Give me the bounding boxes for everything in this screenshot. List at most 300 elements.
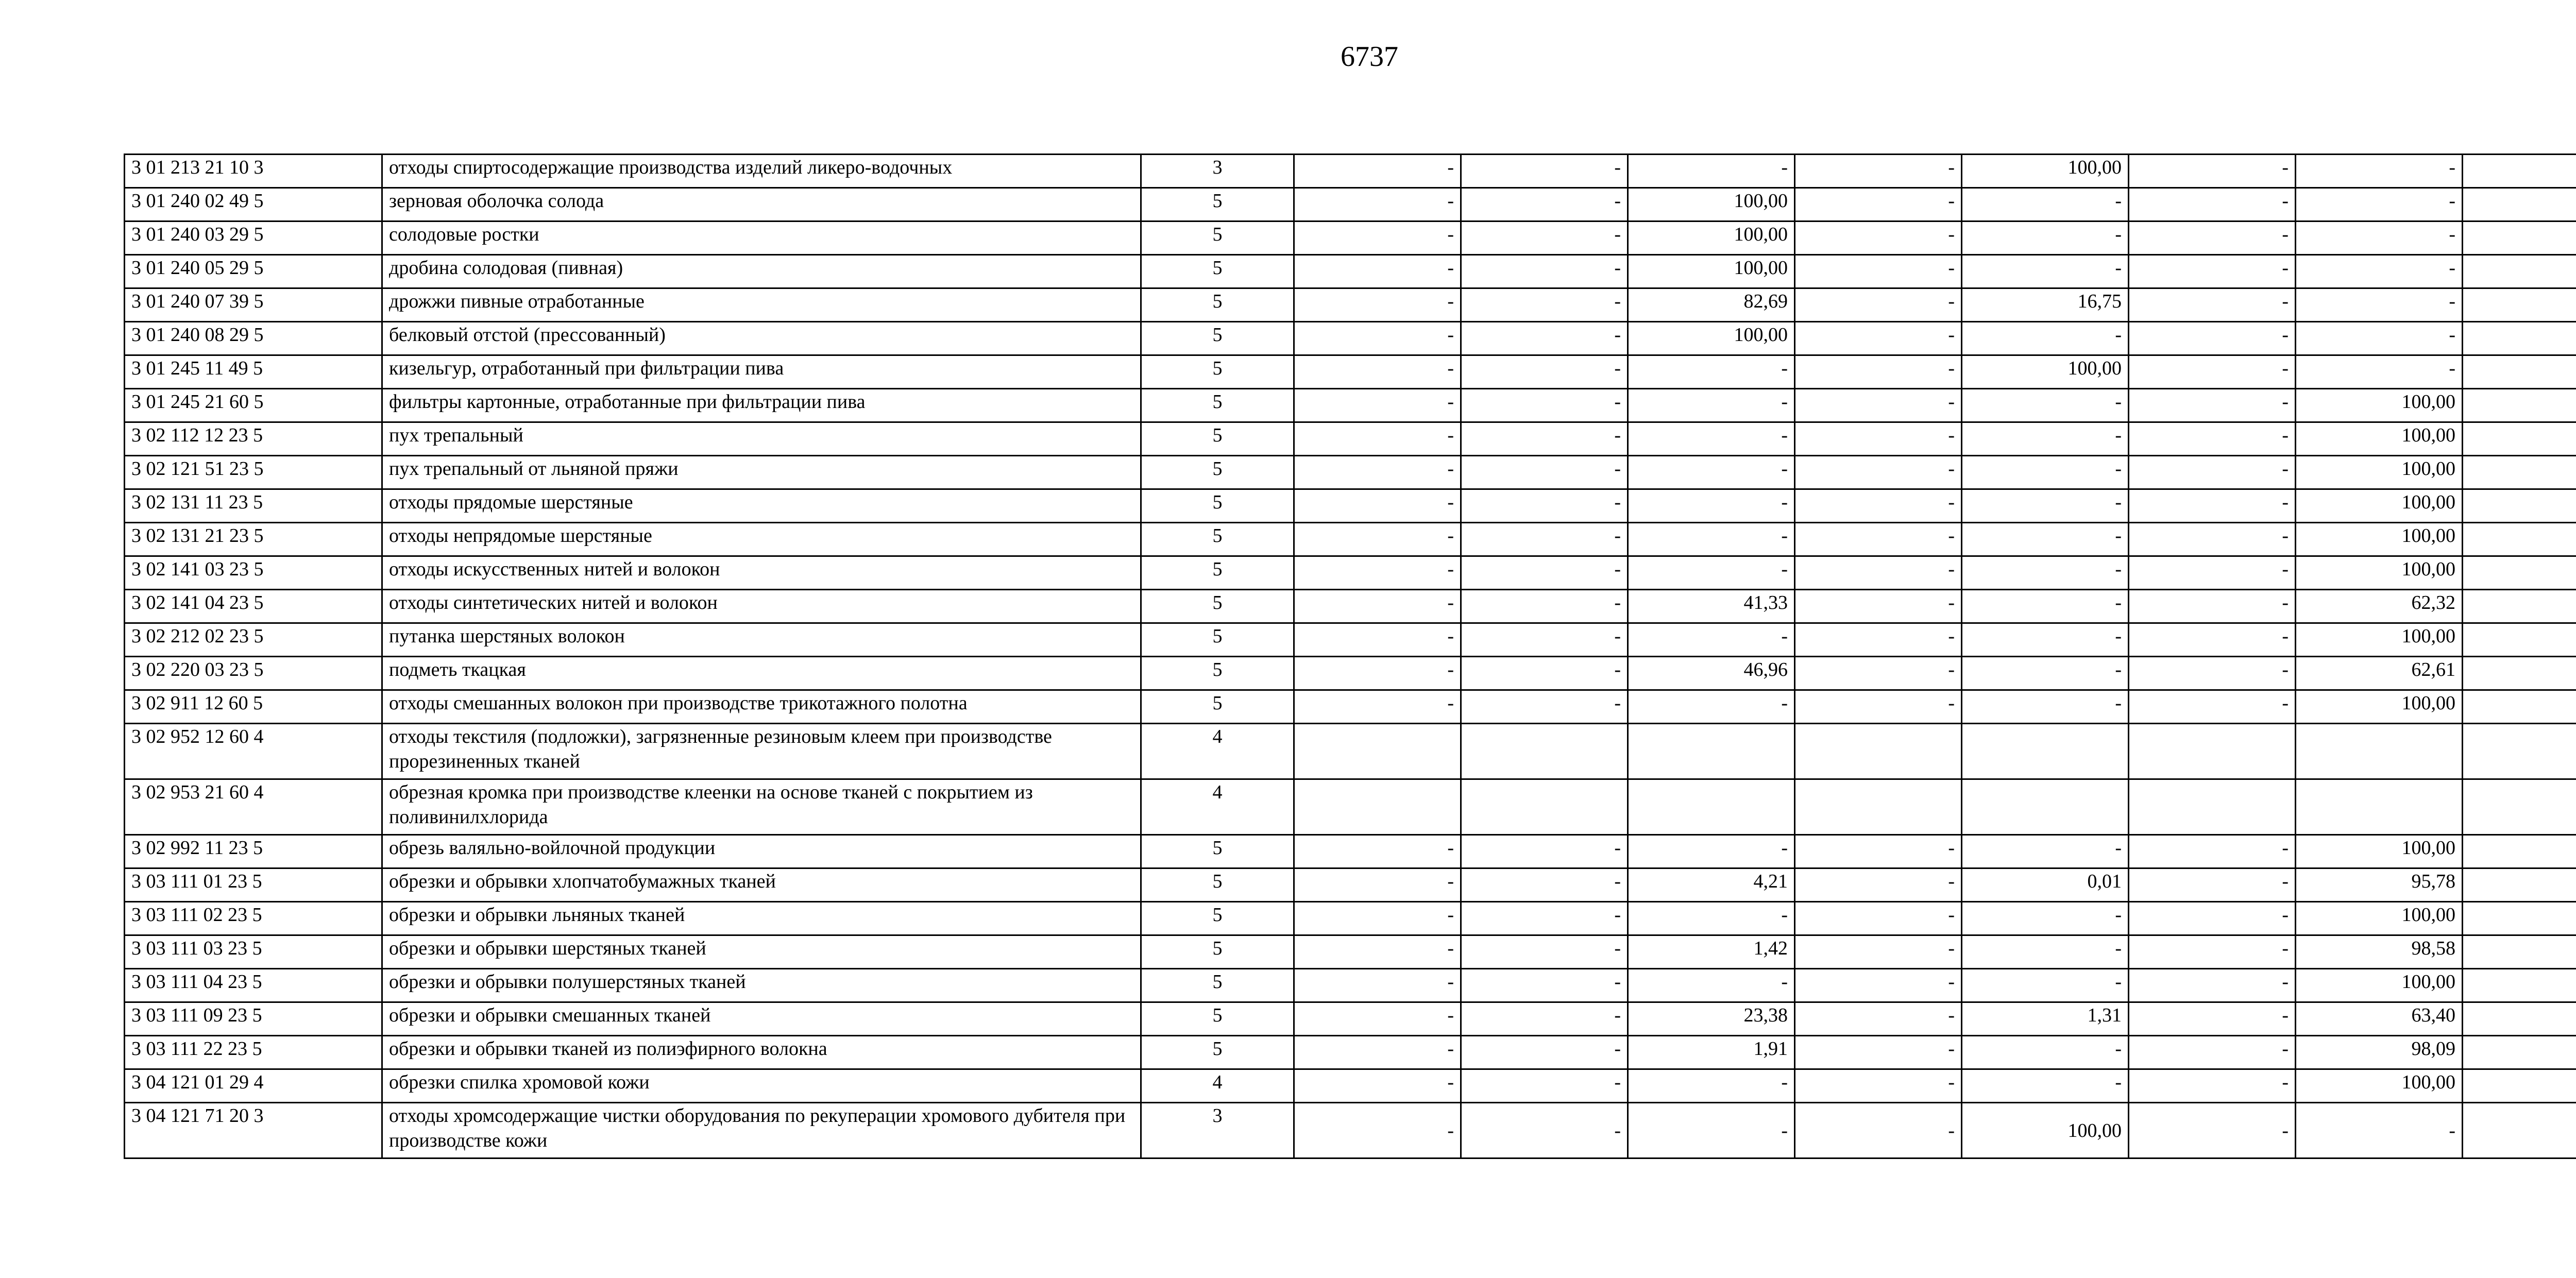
value-cell <box>1461 724 1628 779</box>
value-cell: 4,21 <box>1628 868 1795 902</box>
table-row <box>125 255 2576 288</box>
value-cell: - <box>2129 489 2296 523</box>
waste-code-cell: 3 02 220 03 23 5 <box>125 657 382 690</box>
value-cell: - <box>1461 969 1628 1002</box>
hazard-class-cell: 5 <box>1141 456 1294 489</box>
value-cell: - <box>2296 155 2463 188</box>
value-cell <box>2463 155 2576 188</box>
value-cell: - <box>1628 422 1795 456</box>
page-number: 6737 <box>1341 41 1398 73</box>
value-cell: - <box>1628 523 1795 556</box>
value-cell: - <box>1795 255 1962 288</box>
waste-name-cell: пух трепальный от льняной пряжи <box>382 456 1141 489</box>
value-cell: - <box>1795 523 1962 556</box>
value-cell: 41,33 <box>1628 590 1795 623</box>
value-cell: 100,00 <box>2296 456 2463 489</box>
value-cell: 100,00 <box>1962 355 2129 389</box>
value-cell: 63,40 <box>2296 1002 2463 1036</box>
value-cell: 100,00 <box>1628 255 1795 288</box>
hazard-class-cell: 5 <box>1141 935 1294 969</box>
value-cell: - <box>1461 1002 1628 1036</box>
value-cell: 62,32 <box>2296 590 2463 623</box>
value-cell <box>2463 835 2576 868</box>
value-cell: - <box>1294 1069 1461 1103</box>
waste-code-cell: 3 02 212 02 23 5 <box>125 623 382 657</box>
value-cell <box>1962 724 2129 779</box>
value-cell <box>2463 868 2576 902</box>
hazard-class-cell: 5 <box>1141 422 1294 456</box>
value-cell <box>1628 779 1795 835</box>
hazard-class-cell: 3 <box>1141 1103 1294 1158</box>
waste-name-cell: подметь ткацкая <box>382 657 1141 690</box>
waste-name-cell: обрезки и обрывки шерстяных тканей <box>382 935 1141 969</box>
value-cell: - <box>1461 355 1628 389</box>
value-cell: 100,00 <box>2296 623 2463 657</box>
table-row <box>125 188 2576 221</box>
value-cell: - <box>1628 623 1795 657</box>
value-cell <box>2463 902 2576 935</box>
value-cell: - <box>2129 902 2296 935</box>
hazard-class-cell: 5 <box>1141 523 1294 556</box>
value-cell <box>2463 389 2576 422</box>
value-cell: - <box>2129 868 2296 902</box>
value-cell: - <box>1294 456 1461 489</box>
hazard-class-cell: 4 <box>1141 779 1294 835</box>
table-row <box>125 902 2576 935</box>
value-cell: - <box>1294 389 1461 422</box>
value-cell <box>2463 724 2576 779</box>
value-cell: - <box>2296 288 2463 322</box>
value-cell: - <box>1962 835 2129 868</box>
table-row <box>125 1069 2576 1103</box>
value-cell <box>2463 255 2576 288</box>
waste-code-cell: 3 03 111 22 23 5 <box>125 1036 382 1069</box>
table-body <box>125 155 2576 1158</box>
value-cell: - <box>2129 835 2296 868</box>
value-cell <box>2463 657 2576 690</box>
value-cell: - <box>1294 355 1461 389</box>
value-cell: - <box>1628 556 1795 590</box>
value-cell: - <box>1962 188 2129 221</box>
waste-code-cell: 3 02 121 51 23 5 <box>125 456 382 489</box>
table-row <box>125 1103 2576 1158</box>
value-cell: 100,00 <box>2296 969 2463 1002</box>
value-cell: - <box>1795 456 1962 489</box>
value-cell: - <box>1795 1069 1962 1103</box>
value-cell: - <box>1795 902 1962 935</box>
value-cell: - <box>1294 1002 1461 1036</box>
value-cell: - <box>1962 556 2129 590</box>
value-cell: - <box>1962 657 2129 690</box>
waste-code-cell: 3 02 141 03 23 5 <box>125 556 382 590</box>
value-cell: - <box>2129 456 2296 489</box>
value-cell: - <box>1294 969 1461 1002</box>
value-cell <box>1962 779 2129 835</box>
value-cell <box>2129 724 2296 779</box>
value-cell: - <box>1795 556 1962 590</box>
value-cell: - <box>2129 657 2296 690</box>
value-cell: - <box>2296 322 2463 355</box>
value-cell <box>2463 556 2576 590</box>
value-cell: - <box>1294 221 1461 255</box>
value-cell <box>2463 1103 2576 1158</box>
value-cell: 62,61 <box>2296 657 2463 690</box>
waste-table <box>124 154 2576 1159</box>
value-cell: - <box>1461 1069 1628 1103</box>
table-row <box>125 422 2576 456</box>
value-cell: - <box>1962 523 2129 556</box>
value-cell: - <box>1461 322 1628 355</box>
value-cell: - <box>1461 935 1628 969</box>
value-cell: - <box>1628 690 1795 724</box>
hazard-class-cell: 5 <box>1141 590 1294 623</box>
waste-name-cell: обрезь валяльно-войлочной продукции <box>382 835 1141 868</box>
value-cell: - <box>1962 935 2129 969</box>
value-cell <box>2296 779 2463 835</box>
value-cell: - <box>1461 288 1628 322</box>
value-cell: - <box>2129 288 2296 322</box>
table-row <box>125 969 2576 1002</box>
value-cell: - <box>1795 355 1962 389</box>
value-cell: - <box>1962 221 2129 255</box>
value-cell: - <box>1962 255 2129 288</box>
value-cell: - <box>1795 389 1962 422</box>
value-cell: - <box>1294 322 1461 355</box>
value-cell: - <box>1795 489 1962 523</box>
value-cell: - <box>1628 155 1795 188</box>
waste-name-cell: отходы синтетических нитей и волокон <box>382 590 1141 623</box>
waste-name-cell: белковый отстой (прессованный) <box>382 322 1141 355</box>
value-cell: - <box>2296 1103 2463 1158</box>
waste-code-cell: 3 01 240 02 49 5 <box>125 188 382 221</box>
value-cell <box>2463 1069 2576 1103</box>
value-cell <box>2463 935 2576 969</box>
value-cell: - <box>2129 523 2296 556</box>
hazard-class-cell: 5 <box>1141 1036 1294 1069</box>
value-cell: 100,00 <box>2296 690 2463 724</box>
value-cell: - <box>1628 969 1795 1002</box>
value-cell <box>2463 188 2576 221</box>
value-cell: - <box>1795 969 1962 1002</box>
table-row <box>125 623 2576 657</box>
value-cell <box>1795 779 1962 835</box>
value-cell: - <box>2129 590 2296 623</box>
value-cell: - <box>2129 556 2296 590</box>
table-row <box>125 690 2576 724</box>
hazard-class-cell: 5 <box>1141 188 1294 221</box>
value-cell <box>1294 779 1461 835</box>
table-row <box>125 590 2576 623</box>
waste-code-cell: 3 03 111 01 23 5 <box>125 868 382 902</box>
value-cell <box>2463 1036 2576 1069</box>
waste-code-cell: 3 02 141 04 23 5 <box>125 590 382 623</box>
waste-code-cell: 3 02 953 21 60 4 <box>125 779 382 835</box>
table-row <box>125 221 2576 255</box>
value-cell: - <box>1628 489 1795 523</box>
hazard-class-cell: 4 <box>1141 1069 1294 1103</box>
value-cell <box>2463 322 2576 355</box>
value-cell: - <box>1628 1069 1795 1103</box>
waste-name-cell: обрезки и обрывки полушерстяных тканей <box>382 969 1141 1002</box>
waste-name-cell: фильтры картонные, отработанные при фильтрации пива <box>382 389 1141 422</box>
waste-code-cell: 3 03 111 03 23 5 <box>125 935 382 969</box>
value-cell: 100,00 <box>2296 556 2463 590</box>
value-cell <box>1461 779 1628 835</box>
table-row <box>125 322 2576 355</box>
value-cell <box>2463 1002 2576 1036</box>
waste-code-cell: 3 02 131 11 23 5 <box>125 489 382 523</box>
waste-code-cell: 3 01 240 08 29 5 <box>125 322 382 355</box>
value-cell: - <box>2129 1036 2296 1069</box>
value-cell: 16,75 <box>1962 288 2129 322</box>
value-cell: - <box>1962 590 2129 623</box>
value-cell: - <box>1795 690 1962 724</box>
hazard-class-cell: 5 <box>1141 355 1294 389</box>
waste-code-cell: 3 01 213 21 10 3 <box>125 155 382 188</box>
value-cell: - <box>1795 657 1962 690</box>
value-cell: - <box>1461 902 1628 935</box>
waste-name-cell: обрезки спилка хромовой кожи <box>382 1069 1141 1103</box>
value-cell: - <box>1461 221 1628 255</box>
value-cell: - <box>1795 1002 1962 1036</box>
value-cell: 95,78 <box>2296 868 2463 902</box>
value-cell: 23,38 <box>1628 1002 1795 1036</box>
value-cell: - <box>1795 322 1962 355</box>
waste-name-cell: обрезки и обрывки хлопчатобумажных тканей <box>382 868 1141 902</box>
value-cell: - <box>1962 456 2129 489</box>
value-cell: - <box>2129 221 2296 255</box>
hazard-class-cell: 5 <box>1141 322 1294 355</box>
table-row <box>125 1002 2576 1036</box>
waste-code-cell: 3 02 952 12 60 4 <box>125 724 382 779</box>
value-cell: - <box>1962 690 2129 724</box>
value-cell: - <box>2129 355 2296 389</box>
value-cell: - <box>1795 288 1962 322</box>
hazard-class-cell: 5 <box>1141 255 1294 288</box>
value-cell: 82,69 <box>1628 288 1795 322</box>
value-cell <box>1294 724 1461 779</box>
table-row <box>125 389 2576 422</box>
value-cell: 0,01 <box>1962 868 2129 902</box>
value-cell: - <box>2129 188 2296 221</box>
value-cell: - <box>1294 155 1461 188</box>
hazard-class-cell: 5 <box>1141 902 1294 935</box>
value-cell: - <box>1962 489 2129 523</box>
value-cell: 100,00 <box>1628 221 1795 255</box>
hazard-class-cell: 5 <box>1141 556 1294 590</box>
value-cell: - <box>1294 188 1461 221</box>
value-cell: - <box>1628 389 1795 422</box>
value-cell: - <box>1795 623 1962 657</box>
value-cell: 100,00 <box>2296 489 2463 523</box>
value-cell: - <box>1962 1069 2129 1103</box>
hazard-class-cell: 5 <box>1141 221 1294 255</box>
value-cell <box>2463 590 2576 623</box>
hazard-class-cell: 5 <box>1141 389 1294 422</box>
value-cell: - <box>1461 1103 1628 1158</box>
value-cell <box>2463 221 2576 255</box>
hazard-class-cell: 3 <box>1141 155 1294 188</box>
value-cell: - <box>1294 556 1461 590</box>
value-cell: - <box>1795 188 1962 221</box>
waste-code-cell: 3 02 112 12 23 5 <box>125 422 382 456</box>
value-cell: 100,00 <box>2296 523 2463 556</box>
value-cell: - <box>1962 422 2129 456</box>
value-cell: - <box>2129 255 2296 288</box>
value-cell: - <box>1628 456 1795 489</box>
table-row <box>125 355 2576 389</box>
value-cell <box>2296 724 2463 779</box>
hazard-class-cell: 5 <box>1141 623 1294 657</box>
waste-name-cell: обрезки и обрывки тканей из полиэфирного волокна <box>382 1036 1141 1069</box>
value-cell: - <box>1294 590 1461 623</box>
value-cell: - <box>1294 657 1461 690</box>
value-cell: - <box>2129 389 2296 422</box>
value-cell: - <box>1294 489 1461 523</box>
value-cell: - <box>2296 355 2463 389</box>
waste-code-cell: 3 04 121 71 20 3 <box>125 1103 382 1158</box>
value-cell: - <box>1628 355 1795 389</box>
value-cell: - <box>2296 221 2463 255</box>
value-cell <box>2463 489 2576 523</box>
value-cell: - <box>1294 935 1461 969</box>
value-cell: 46,96 <box>1628 657 1795 690</box>
value-cell: 100,00 <box>1962 1103 2129 1158</box>
value-cell: - <box>1461 489 1628 523</box>
value-cell: - <box>1461 155 1628 188</box>
table-row <box>125 1036 2576 1069</box>
value-cell: - <box>1461 835 1628 868</box>
table-row <box>125 523 2576 556</box>
value-cell: - <box>2129 690 2296 724</box>
waste-code-cell: 3 02 131 21 23 5 <box>125 523 382 556</box>
value-cell: - <box>1461 868 1628 902</box>
table-row <box>125 724 2576 779</box>
waste-code-cell: 3 01 240 07 39 5 <box>125 288 382 322</box>
table-row <box>125 456 2576 489</box>
value-cell: 1,42 <box>1628 935 1795 969</box>
value-cell: - <box>1461 623 1628 657</box>
value-cell: 100,00 <box>1628 188 1795 221</box>
value-cell: 100,00 <box>2296 902 2463 935</box>
value-cell: - <box>1294 523 1461 556</box>
value-cell: - <box>1795 1103 1962 1158</box>
value-cell: - <box>2129 1002 2296 1036</box>
waste-code-cell: 3 04 121 01 29 4 <box>125 1069 382 1103</box>
value-cell: - <box>1795 155 1962 188</box>
value-cell: - <box>1461 456 1628 489</box>
value-cell: - <box>2129 1069 2296 1103</box>
waste-code-cell: 3 03 111 02 23 5 <box>125 902 382 935</box>
waste-name-cell: отходы непрядомые шерстяные <box>382 523 1141 556</box>
value-cell: - <box>2129 935 2296 969</box>
table-row <box>125 288 2576 322</box>
value-cell: - <box>1461 690 1628 724</box>
table-row <box>125 556 2576 590</box>
waste-code-cell: 3 01 245 21 60 5 <box>125 389 382 422</box>
value-cell: - <box>1962 322 2129 355</box>
waste-name-cell: обрезки и обрывки смешанных тканей <box>382 1002 1141 1036</box>
waste-code-cell: 3 03 111 09 23 5 <box>125 1002 382 1036</box>
waste-name-cell: отходы текстиля (подложки), загрязненные резиновым клеем при производстве прорезиненных тканей <box>382 724 1141 779</box>
value-cell: 100,00 <box>2296 1069 2463 1103</box>
value-cell: - <box>1628 835 1795 868</box>
value-cell: - <box>1294 1103 1461 1158</box>
value-cell: - <box>1294 623 1461 657</box>
value-cell: - <box>1795 1036 1962 1069</box>
table-row <box>125 657 2576 690</box>
value-cell: 100,00 <box>1628 322 1795 355</box>
value-cell <box>1628 724 1795 779</box>
waste-name-cell: отходы прядомые шерстяные <box>382 489 1141 523</box>
value-cell <box>2463 969 2576 1002</box>
table-row <box>125 835 2576 868</box>
waste-name-cell: отходы искусственных нитей и волокон <box>382 556 1141 590</box>
table-row <box>125 779 2576 835</box>
value-cell: - <box>1795 422 1962 456</box>
waste-code-cell: 3 02 992 11 23 5 <box>125 835 382 868</box>
value-cell: 100,00 <box>2296 422 2463 456</box>
waste-code-cell: 3 01 245 11 49 5 <box>125 355 382 389</box>
value-cell: - <box>1461 422 1628 456</box>
value-cell <box>2463 456 2576 489</box>
value-cell: - <box>1461 556 1628 590</box>
value-cell <box>2463 288 2576 322</box>
value-cell: - <box>2129 322 2296 355</box>
value-cell: - <box>1294 1036 1461 1069</box>
hazard-class-cell: 5 <box>1141 868 1294 902</box>
value-cell: - <box>2129 623 2296 657</box>
value-cell: - <box>1461 255 1628 288</box>
waste-name-cell: дрожжи пивные отработанные <box>382 288 1141 322</box>
value-cell: - <box>2129 422 2296 456</box>
value-cell: 1,91 <box>1628 1036 1795 1069</box>
value-cell <box>2129 779 2296 835</box>
hazard-class-cell: 5 <box>1141 288 1294 322</box>
value-cell: - <box>1461 590 1628 623</box>
value-cell: - <box>1795 590 1962 623</box>
waste-name-cell: отходы смешанных волокон при производстве трикотажного полотна <box>382 690 1141 724</box>
value-cell: - <box>1294 835 1461 868</box>
waste-code-cell: 3 03 111 04 23 5 <box>125 969 382 1002</box>
value-cell: - <box>2129 1103 2296 1158</box>
value-cell: - <box>2129 155 2296 188</box>
table-row <box>125 868 2576 902</box>
value-cell: - <box>1294 690 1461 724</box>
waste-code-cell: 3 01 240 03 29 5 <box>125 221 382 255</box>
value-cell: - <box>1795 868 1962 902</box>
hazard-class-cell: 5 <box>1141 690 1294 724</box>
hazard-class-cell: 4 <box>1141 724 1294 779</box>
value-cell: - <box>1294 868 1461 902</box>
value-cell: - <box>1628 902 1795 935</box>
value-cell <box>2463 690 2576 724</box>
waste-name-cell: пух трепальный <box>382 422 1141 456</box>
value-cell <box>2463 523 2576 556</box>
value-cell <box>2463 779 2576 835</box>
waste-name-cell: отходы спиртосодержащие производства изделий ликеро-водочных <box>382 155 1141 188</box>
value-cell: - <box>1795 835 1962 868</box>
waste-name-cell: дробина солодовая (пивная) <box>382 255 1141 288</box>
waste-code-cell: 3 02 911 12 60 5 <box>125 690 382 724</box>
value-cell: - <box>1294 288 1461 322</box>
value-cell: - <box>1461 188 1628 221</box>
hazard-class-cell: 5 <box>1141 835 1294 868</box>
hazard-class-cell: 5 <box>1141 1002 1294 1036</box>
table-row <box>125 489 2576 523</box>
value-cell <box>2463 623 2576 657</box>
waste-name-cell: путанка шерстяных волокон <box>382 623 1141 657</box>
